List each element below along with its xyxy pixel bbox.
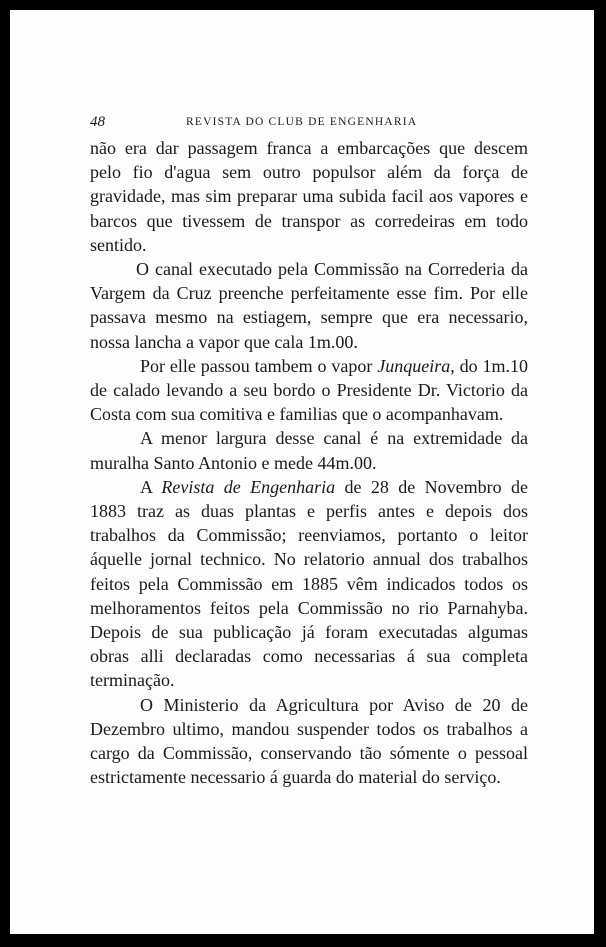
body-text xyxy=(90,136,528,789)
paragraph-3 xyxy=(90,354,528,427)
paragraph-5-text-before: A xyxy=(140,476,162,497)
paragraph-5 xyxy=(90,475,528,693)
paragraph-6: O Ministerio da Agricultura por Aviso de 20 de Dezembro ultimo, mandou suspender todos os trabalhos a cargo da Commissão, conservando tão sómente o pessoal estrictamente necessario á guarda do material do serviço. xyxy=(90,694,528,788)
paragraph-2: O canal executado pela Commissão na Correderia da Vargem da Cruz preenche perfeitamente esse fim. Por elle passava mesmo na estiagem, sempre que era necessario, nossa lancha a vapor que cala 1m.00. xyxy=(90,259,528,352)
paragraph-5-text-after: de 28 de Novembro de 1883 traz as duas plantas e perfis antes e depois dos trabalhos da Commissão; reenviamos, portanto o leitor áquelle jornal technico. No relatorio annual dos trabalhos feitos pela Commissão em 1885 vêm indicados todos os melhoramentos feitos pela Commissão no rio Parnahyba. Depois de sua publicação já foram executadas algumas obras alli declaradas como necessarias á sua completa terminação. xyxy=(90,476,528,691)
paragraph-3-text-before: Por elle passou tambem o vapor xyxy=(140,355,378,376)
paragraph-1: não era dar passagem franca a embarcações que descem pelo fio d'agua sem outro populsor além da força de gravidade, mas sim preparar uma subida facil aos vapores e barcos que tivessem de transpor as corredeiras em todo sentido. xyxy=(90,138,528,255)
page-number: 48 xyxy=(90,114,105,130)
running-title: REVISTA DO CLUB DE ENGENHARIA xyxy=(186,116,418,128)
page-header xyxy=(90,114,530,134)
book-page xyxy=(10,10,594,934)
journal-title: Revista de Engenharia xyxy=(161,476,336,497)
paragraph-3-text-after: do 1m.10 de calado levando a seu bordo o Presidente Dr. Victorio da Costa com sua comitiva e familias que o acompanhavam. xyxy=(90,355,528,425)
vessel-name: Junqueira, xyxy=(377,355,455,376)
paragraph-4: A menor largura desse canal é na extremidade da muralha Santo Antonio e mede 44m.00. xyxy=(90,428,528,473)
